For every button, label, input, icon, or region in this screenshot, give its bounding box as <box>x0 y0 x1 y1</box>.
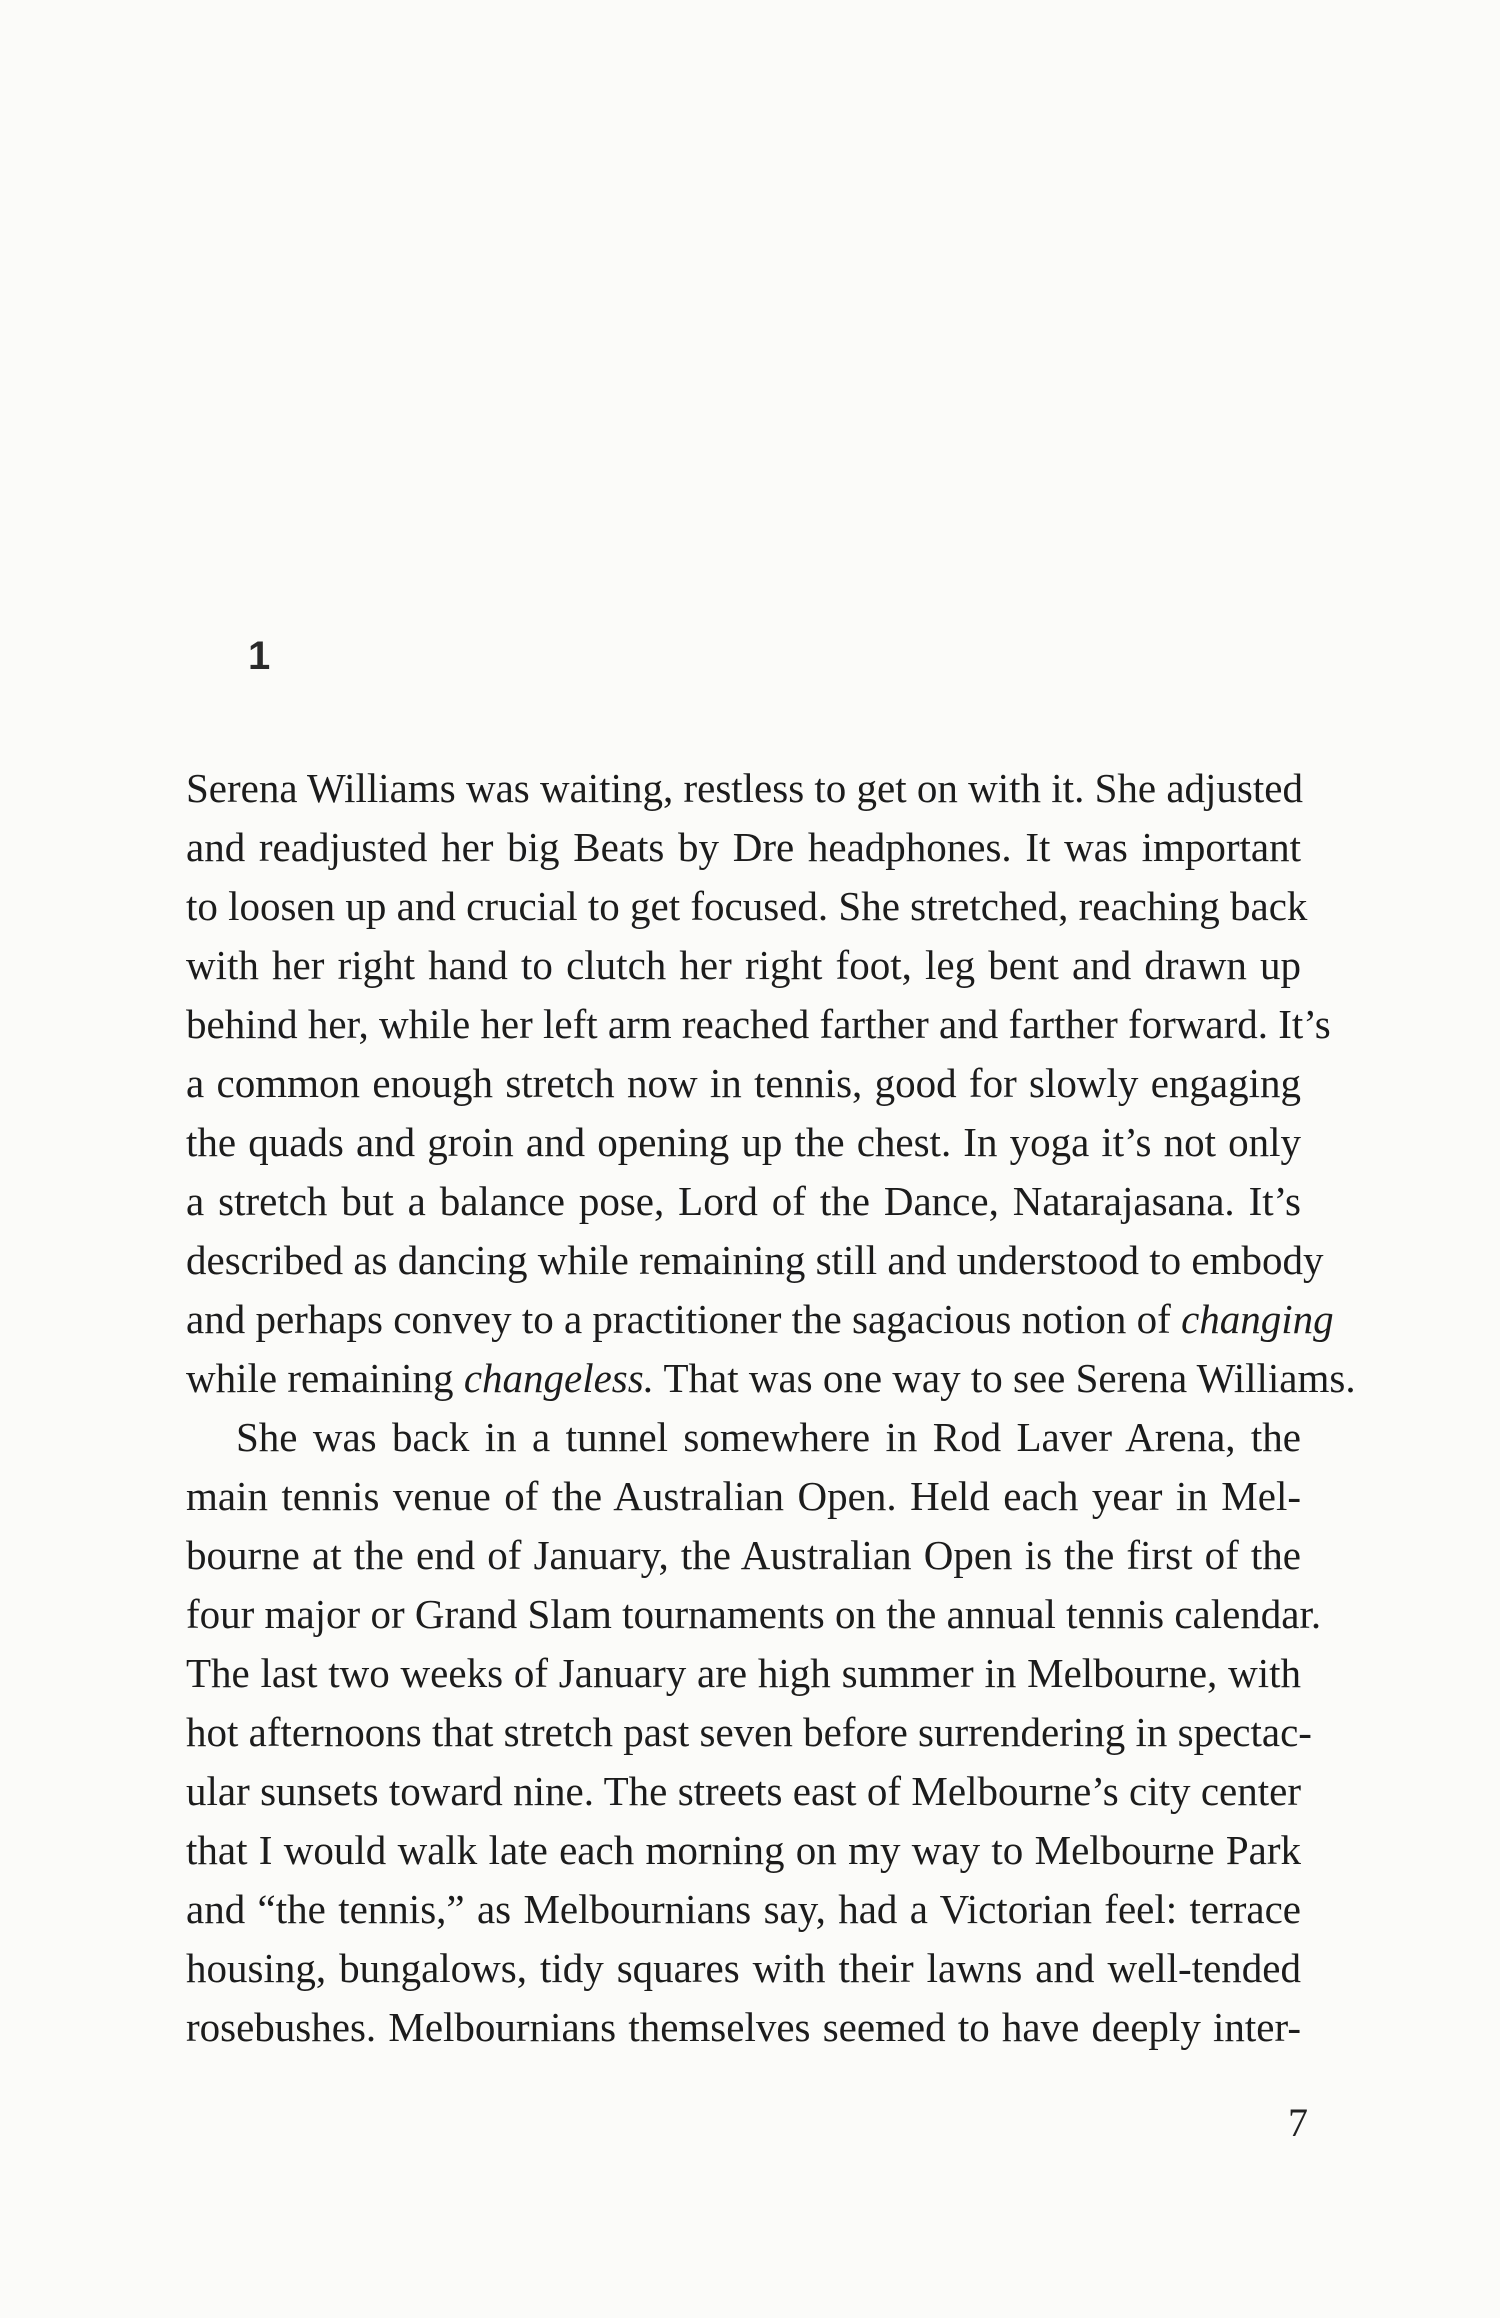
text-line: rosebushes. Melbournians themselves seemed to have deeply inter- <box>186 2004 1301 2050</box>
text-line <box>186 1290 1334 1349</box>
text-line: hot afternoons that stretch past seven before surrendering in spectac- <box>186 1709 1312 1755</box>
italic-word: changeless. <box>463 1355 654 1401</box>
text-line: and “the tennis,” as Melbournians say, had a Victorian feel: terrace <box>186 1886 1301 1932</box>
text-line: She was back in a tunnel somewhere in Rod Laver Arena, the <box>236 1414 1301 1460</box>
text-line: main tennis venue of the Australian Open. Held each year in Mel- <box>186 1473 1301 1519</box>
text-line: bourne at the end of January, the Australian Open is the first of the <box>186 1532 1301 1578</box>
text-line: a common enough stretch now in tennis, good for slowly engaging <box>186 1060 1301 1106</box>
text-line <box>186 1349 1356 1408</box>
text-run: and perhaps convey to a practitioner the sagacious notion of <box>186 1296 1182 1342</box>
text-line: with her right hand to clutch her right foot, leg bent and drawn up <box>186 942 1301 988</box>
text-line: four major or Grand Slam tournaments on the annual tennis calendar. <box>186 1591 1322 1637</box>
italic-word: changing <box>1181 1296 1334 1342</box>
text-run: That was one way to see Serena Williams. <box>653 1355 1356 1401</box>
text-line: to loosen up and crucial to get focused. She stretched, reaching back <box>186 883 1308 929</box>
text-line: ular sunsets toward nine. The streets east of Melbourne’s city center <box>186 1768 1301 1814</box>
text-line: a stretch but a balance pose, Lord of the Dance, Natarajasana. It’s <box>186 1178 1301 1224</box>
text-line: and readjusted her big Beats by Dre headphones. It was important <box>186 824 1301 870</box>
text-line: the quads and groin and opening up the chest. In yoga it’s not only <box>186 1119 1301 1165</box>
text-line: housing, bungalows, tidy squares with their lawns and well-tended <box>186 1945 1301 1991</box>
text-line: described as dancing while remaining still and understood to embody <box>186 1237 1324 1283</box>
text-line: behind her, while her left arm reached farther and farther forward. It’s <box>186 1001 1331 1047</box>
chapter-number: 1 <box>248 634 271 678</box>
text-line: that I would walk late each morning on my way to Melbourne Park <box>186 1827 1301 1873</box>
body-text <box>186 759 1356 2057</box>
text-line: The last two weeks of January are high summer in Melbourne, with <box>186 1650 1301 1696</box>
text-line: Serena Williams was waiting, restless to get on with it. She adjusted <box>186 765 1303 811</box>
text-run: while remaining <box>186 1355 464 1401</box>
page-number: 7 <box>1288 2100 1308 2145</box>
